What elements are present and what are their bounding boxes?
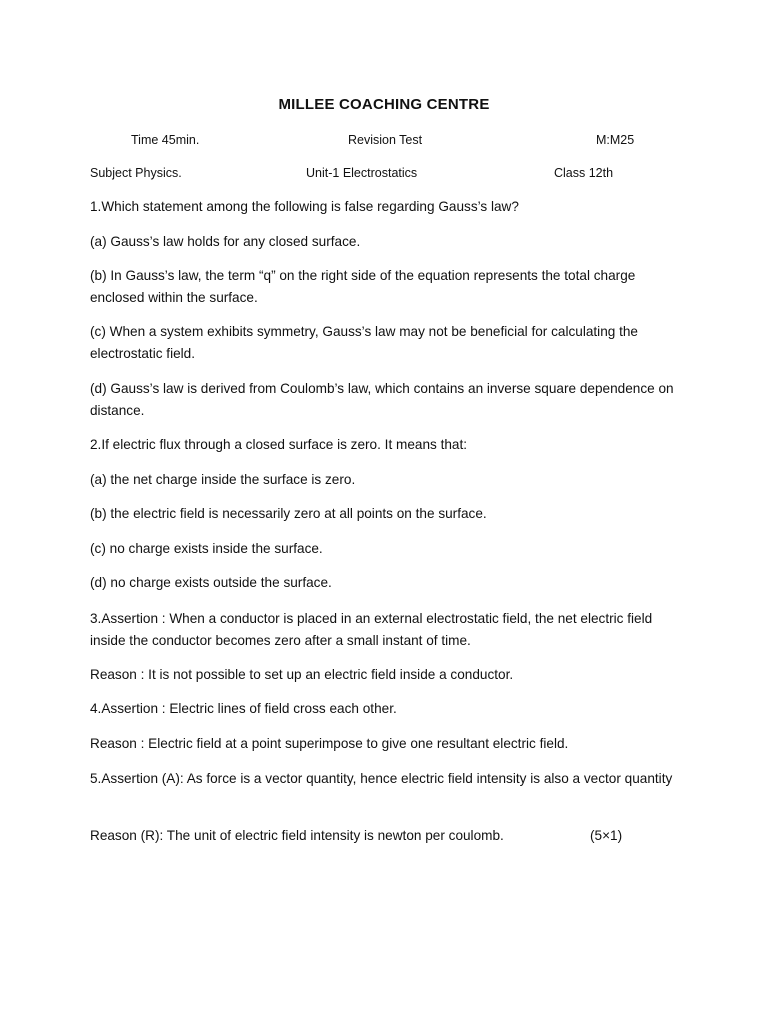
- question-1-option-d: (d) Gauss’s law is derived from Coulomb’s law, which contains an inverse square dependence on distance.: [90, 381, 674, 418]
- question-2: 2.If electric flux through a closed surface is zero. It means that:: [90, 437, 468, 452]
- question-4-reason: Reason : Electric field at a point superimpose to give one resultant electric field.: [90, 736, 569, 751]
- section-marks: (5×1): [590, 828, 623, 843]
- question-4-assertion: 4.Assertion : Electric lines of field cross each other.: [90, 701, 397, 716]
- max-marks-label: M:M25: [596, 133, 635, 147]
- subject-label: Subject Physics.: [90, 166, 182, 180]
- class-label: Class 12th: [554, 166, 614, 180]
- question-5-reason: Reason (R): The unit of electric field intensity is newton per coulomb.: [90, 828, 504, 843]
- unit-label: Unit-1 Electrostatics: [306, 166, 418, 180]
- question-2-option-b: (b) the electric field is necessarily zero at all points on the surface.: [90, 506, 487, 521]
- question-2-option-a: (a) the net charge inside the surface is zero.: [90, 472, 356, 487]
- question-1: 1.Which statement among the following is false regarding Gauss’s law?: [90, 199, 519, 214]
- question-3-assertion: 3.Assertion : When a conductor is placed in an external electrostatic field, the net electric field inside the conductor becomes zero after a small instant of time.: [90, 611, 653, 648]
- question-1-option-b: (b) In Gauss’s law, the term “q” on the right side of the equation represents the total charge enclosed within the surface.: [90, 268, 636, 305]
- question-2-option-d: (d) no charge exists outside the surface.: [90, 575, 332, 590]
- question-2-option-c: (c) no charge exists inside the surface.: [90, 541, 323, 556]
- question-1-option-c: (c) When a system exhibits symmetry, Gauss’s law may not be beneficial for calculating the electrostatic field.: [90, 324, 638, 361]
- page-title: MILLEE COACHING CENTRE: [278, 96, 490, 113]
- question-1-option-a: (a) Gauss’s law holds for any closed surface.: [90, 234, 361, 249]
- test-label: Revision Test: [348, 133, 423, 147]
- question-3-reason: Reason : It is not possible to set up an electric field inside a conductor.: [90, 667, 514, 682]
- time-label: Time 45min.: [131, 133, 200, 147]
- question-5-assertion: 5.Assertion (A): As force is a vector quantity, hence electric field intensity is also a vector quantity: [90, 771, 673, 786]
